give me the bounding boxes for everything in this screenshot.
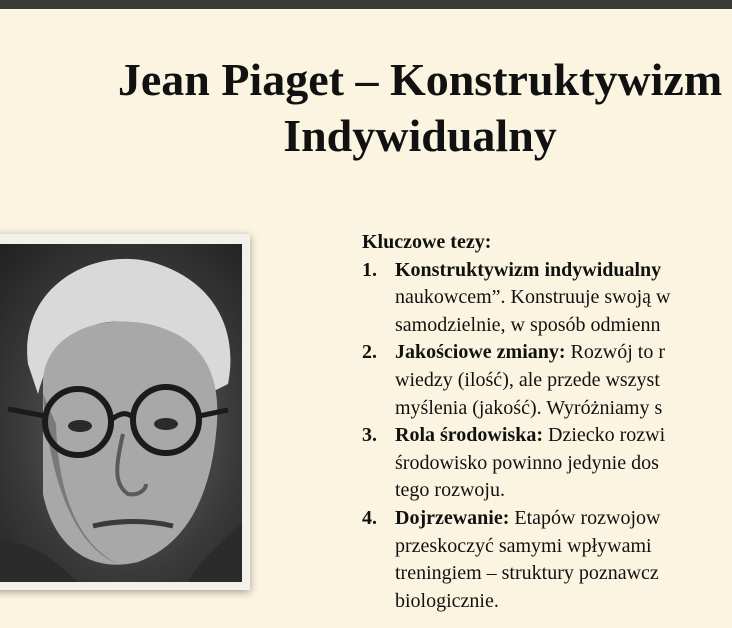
thesis-item-4 <box>362 505 732 615</box>
thesis-item-1 <box>362 257 732 340</box>
thesis-line: treningiem – struktury poznawcz <box>395 562 659 585</box>
thesis-line: tego rozwoju. <box>395 479 505 502</box>
thesis-line: myślenia (jakość). Wyróżniamy s <box>395 396 663 419</box>
top-border-bar <box>0 0 732 9</box>
thesis-line: samodzielnie, w sposób odmienn <box>395 313 661 336</box>
thesis-text: Dziecko rozwi <box>543 424 666 447</box>
thesis-line: środowisko powinno jedynie dos <box>395 451 659 474</box>
thesis-number: 3. <box>362 424 377 447</box>
thesis-number: 2. <box>362 341 377 364</box>
title-line-2: Indywidualny <box>283 110 557 161</box>
thesis-line: wiedzy (ilość), ale przede wszyst <box>395 368 660 391</box>
thesis-item-2 <box>362 339 732 422</box>
key-theses-section <box>362 229 732 615</box>
theses-list <box>362 257 732 616</box>
thesis-term: Jakościowe zmiany: <box>395 341 566 364</box>
portrait-illustration <box>0 244 242 582</box>
thesis-number: 4. <box>362 506 377 529</box>
title-line-1: Jean Piaget – Konstruktywizm <box>117 54 723 105</box>
slide-title <box>40 52 732 164</box>
portrait-photo <box>0 244 242 582</box>
thesis-line: biologicznie. <box>395 589 499 612</box>
thesis-line: naukowcem”. Konstruuje swoją w <box>395 286 671 309</box>
thesis-line: przeskoczyć samymi wpływami <box>395 534 652 557</box>
thesis-text: Rozwój to r <box>565 341 665 364</box>
thesis-term: Dojrzewanie: <box>395 506 510 529</box>
thesis-number: 1. <box>362 258 377 281</box>
thesis-text: Etapów rozwojow <box>509 506 661 529</box>
thesis-item-3 <box>362 422 732 505</box>
portrait-frame <box>0 234 250 590</box>
theses-heading: Kluczowe tezy: <box>362 231 492 253</box>
thesis-term: Konstruktywizm indywidualny <box>395 258 662 281</box>
thesis-term: Rola środowiska: <box>395 424 543 447</box>
